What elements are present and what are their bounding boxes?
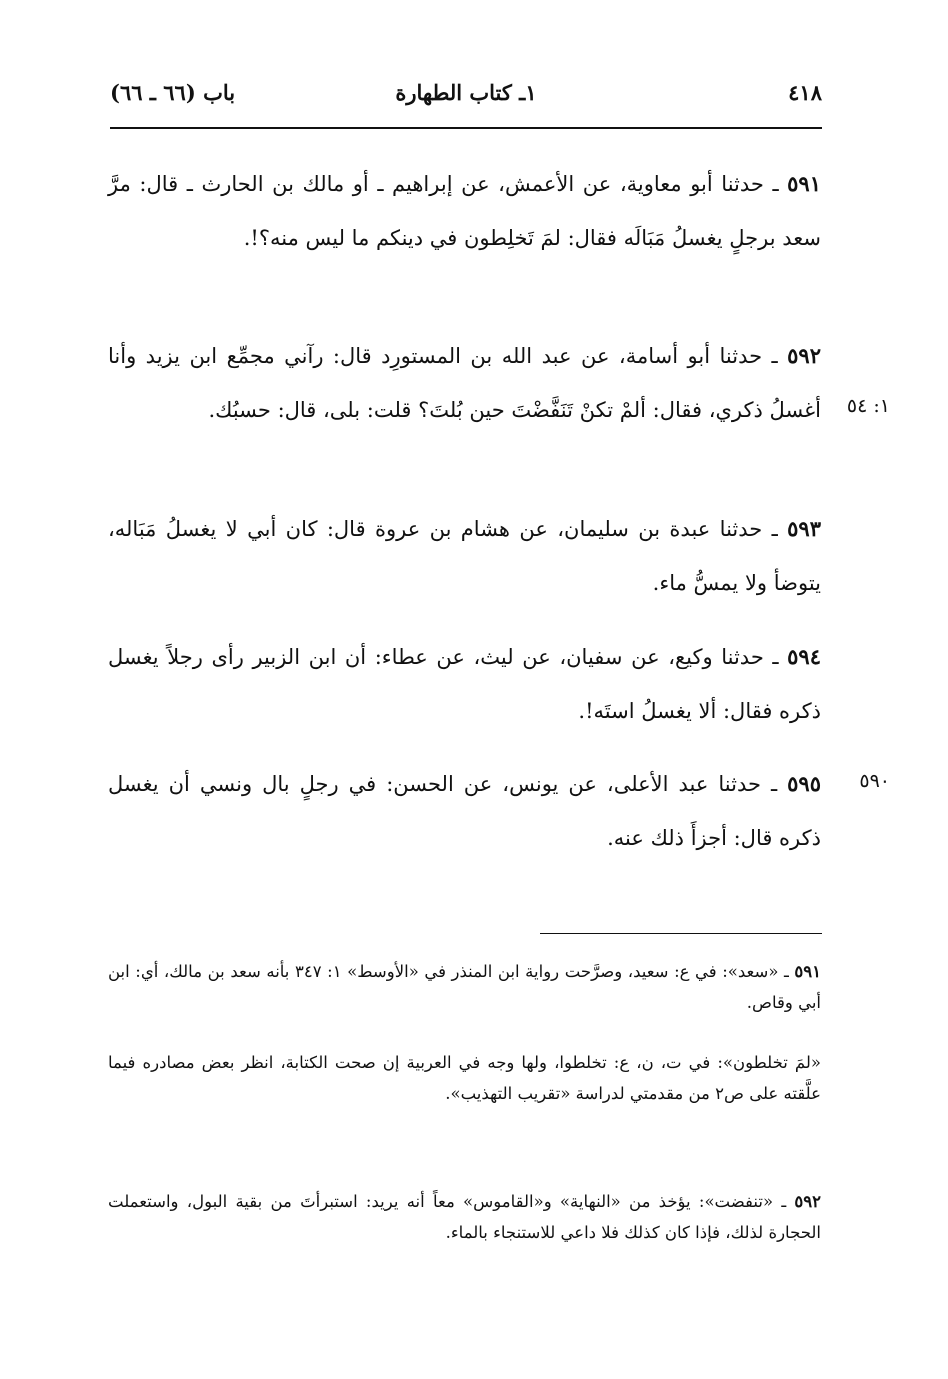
hadith-text: ـ حدثنا عبد الأعلى، عن يونس، عن الحسن: في رجلٍ بال ونسي أن يغسل ذكره قال: أجزأَ ذلك عنه.: [108, 772, 821, 850]
page-number: ٤١٨: [788, 80, 822, 105]
hadith-593: [108, 502, 821, 610]
footnote-592: [108, 1186, 821, 1248]
hadith-text: ـ حدثنا عبدة بن سليمان، عن هشام بن عروة قال: كان أبي لا يغسلُ مَبَاله، يتوضأ ولا يمسُّ ماء.: [108, 517, 821, 595]
footnote-number: ٥٩١: [794, 962, 822, 981]
footnote-divider: [540, 933, 822, 934]
chapter-range: باب (٦٦ ـ ٦٦): [110, 80, 236, 105]
hadith-number: ٥٩٥: [787, 771, 821, 796]
hadith-number: ٥٩٣: [787, 516, 821, 541]
margin-reference: ١: ٥٤: [846, 395, 890, 417]
hadith-594: [108, 630, 821, 738]
footnote-text: ـ «تنفضت»: يؤخذ من «النهاية» و«القاموس» معاً أنه يريد: استبرأتَ من بقية البول، واستعملت الحجارة لذلك، فإذا كان كذلك فلا داعي للاستنجاء بالماء.: [108, 1192, 821, 1242]
header-divider: [110, 127, 822, 129]
hadith-592: [108, 329, 821, 437]
header-bar: [110, 80, 822, 120]
footnote-591-b: [108, 1047, 821, 1109]
footnote-591: [108, 956, 821, 1018]
footnote-text: ـ «سعد»: في ع: سعيد، وصرَّحت رواية ابن المنذر في «الأوسط» ١: ٣٤٧ بأنه سعد بن مالك، أي: ابن أبي وقاص.: [108, 962, 821, 1012]
hadith-number: ٥٩٤: [787, 644, 821, 669]
footnote-text: «لمَ تخلطون»: في ت، ن، ع: تخلطوا، ولها وجه في العربية إن صحت الكتابة، انظر بعض مصادره فيما علَّقته على ص٢ من مقدمتي لدراسة «تقريب التهذيب».: [108, 1053, 821, 1103]
footnote-number: ٥٩٢: [794, 1192, 821, 1211]
hadith-text: ـ حدثنا وكيع، عن سفيان، عن ليث، عن عطاء: أن ابن الزبير رأى رجلاً يغسل ذكره فقال: ألا يغسلُ استَه!.: [108, 645, 821, 723]
hadith-number: ٥٩١: [787, 171, 821, 196]
margin-reference: ٥٩٠: [859, 770, 890, 792]
hadith-591: [108, 157, 821, 265]
hadith-text: ـ حدثنا أبو معاوية، عن الأعمش، عن إبراهيم ـ أو مالك بن الحارث ـ قال: مرَّ سعد برجلٍ يغسلُ مَبَالَه فقال: لمَ تَخلِطون في دينكم ما ليس منه؟!.: [108, 172, 821, 250]
hadith-text: ـ حدثنا أبو أسامة، عن عبد الله بن المستورِد قال: رآني مجمِّع ابن يزيد وأنا أغسلُ ذكري، فقال: ألمْ تكنْ تَنَفَّضْتَ حين بُلتَ؟ قلت: بلى، قال: حسبُك.: [108, 344, 821, 422]
book-title: ١ـ كتاب الطهارة: [395, 80, 537, 105]
hadith-595: [108, 757, 821, 865]
hadith-number: ٥٩٢: [787, 343, 821, 368]
